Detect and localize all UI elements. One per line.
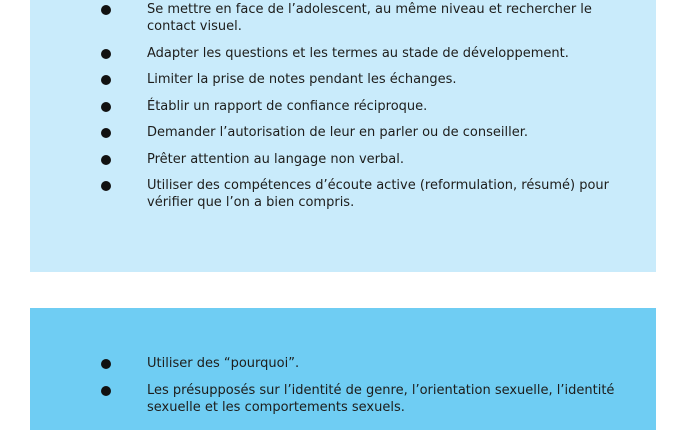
list-item-text: Prêter attention au langage non verbal. — [147, 151, 404, 167]
bullet-icon — [101, 75, 111, 85]
list-item — [30, 71, 656, 88]
bullet-icon — [101, 5, 111, 15]
list-item — [30, 124, 656, 141]
list-item-text: Demander l’autorisation de leur en parler ou de conseiller. — [147, 125, 528, 140]
practices-to-avoid-panel — [30, 308, 656, 430]
list-item — [30, 355, 656, 372]
list-item — [30, 382, 656, 416]
recommended-practices-list — [30, 1, 656, 221]
list-item-text: Utiliser des “pourquoi”. — [147, 356, 300, 371]
list-item-text: Adapter les questions et les termes au stade de développement. — [147, 45, 569, 61]
list-item-text: Utiliser des compétences d’écoute active (reformulation, résumé) pour vérifier que l’on a bien compris. — [147, 178, 609, 210]
bullet-icon — [101, 128, 111, 138]
bullet-icon — [101, 359, 111, 369]
list-item — [30, 151, 656, 168]
list-item-text: Les présupposés sur l’identité de genre, l’orientation sexuelle, l’identité sexuelle et les comportements sexuels. — [147, 382, 615, 415]
list-item-text: Limiter la prise de notes pendant les échanges. — [147, 72, 457, 87]
recommended-practices-panel — [30, 0, 656, 272]
bullet-icon — [101, 102, 111, 112]
bullet-icon — [101, 386, 111, 396]
list-item-text: Se mettre en face de l’adolescent, au même niveau et rechercher le contact visuel. — [147, 2, 592, 34]
list-item — [30, 177, 656, 211]
list-item — [30, 98, 656, 115]
list-item — [30, 45, 656, 62]
list-item — [30, 1, 656, 35]
list-item-text: Établir un rapport de confiance réciproque. — [147, 98, 428, 114]
bullet-icon — [101, 155, 111, 165]
practices-to-avoid-list — [30, 355, 656, 425]
bullet-icon — [101, 181, 111, 191]
bullet-icon — [101, 49, 111, 59]
